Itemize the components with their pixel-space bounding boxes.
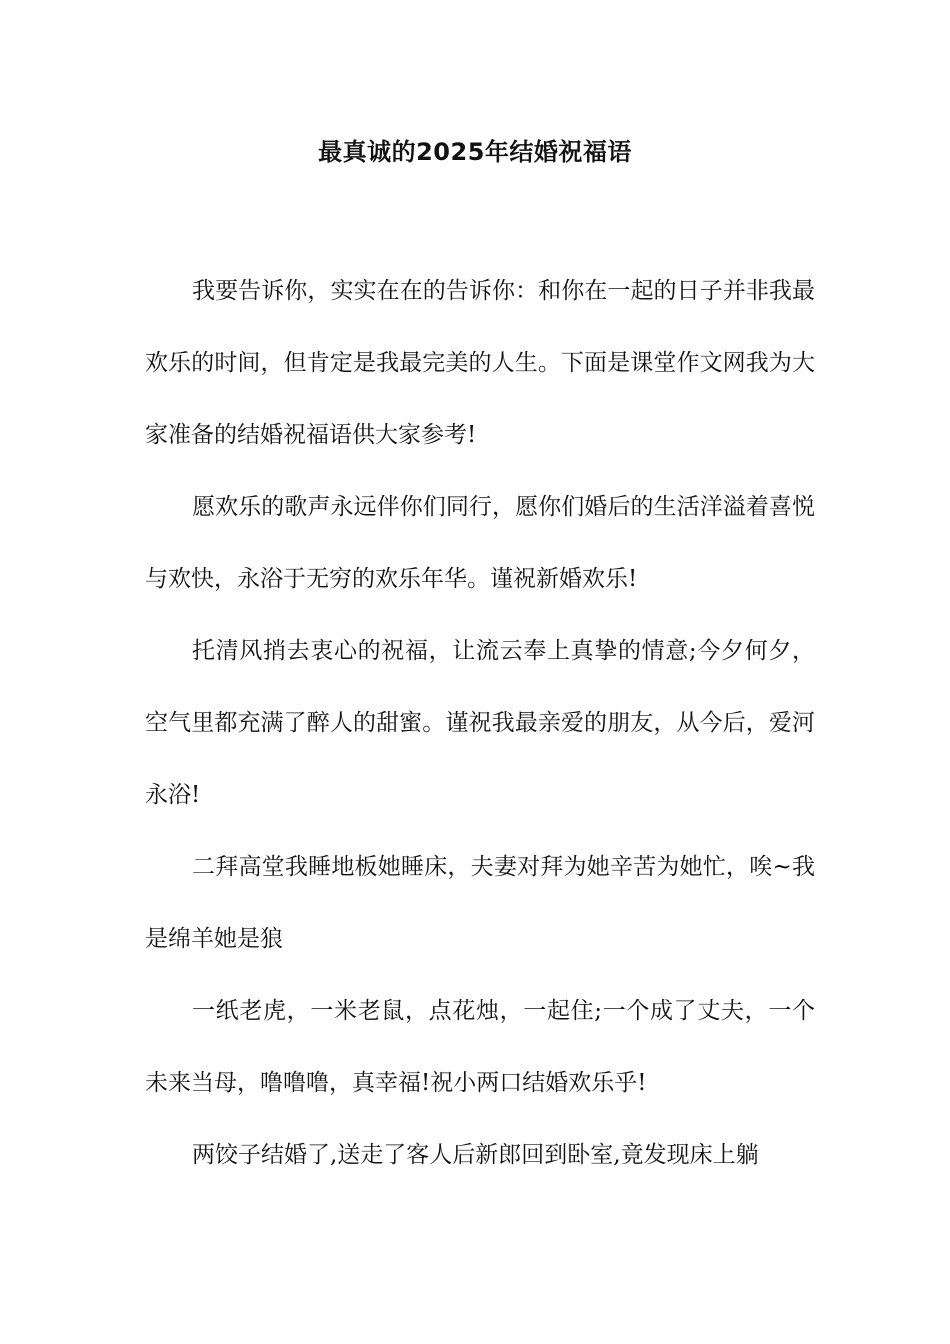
- paragraph: 我要告诉你，实实在在的告诉你：和你在一起的日子并非我最欢乐的时间，但肯定是我最完美的人生。下面是课堂作文网我为大家准备的结婚祝福语供大家参考!: [145, 278, 815, 448]
- document-title: 最真诚的2025年结婚祝福语: [318, 138, 632, 166]
- paragraph: 愿欢乐的歌声永远伴你们同行，愿你们婚后的生活洋溢着喜悦与欢快，永浴于无穷的欢乐年华。谨祝新婚欢乐!: [145, 494, 815, 592]
- paragraph: 一纸老虎，一米老鼠，点花烛，一起住;一个成了丈夫，一个未来当母，噜噜噜，真幸福!祝小两口结婚欢乐乎!: [145, 998, 815, 1096]
- paragraph: 二拜高堂我睡地板她睡床，夫妻对拜为她辛苦为她忙，唉~我是绵羊她是狼: [145, 854, 815, 952]
- document-body: [145, 255, 815, 1191]
- paragraph: 两饺子结婚了,送走了客人后新郎回到卧室,竟发现床上躺: [192, 1142, 759, 1168]
- paragraph: 托清风捎去衷心的祝福，让流云奉上真挚的情意;今夕何夕，空气里都充满了醉人的甜蜜。谨祝我最亲爱的朋友，从今后，爱河永浴!: [145, 638, 815, 808]
